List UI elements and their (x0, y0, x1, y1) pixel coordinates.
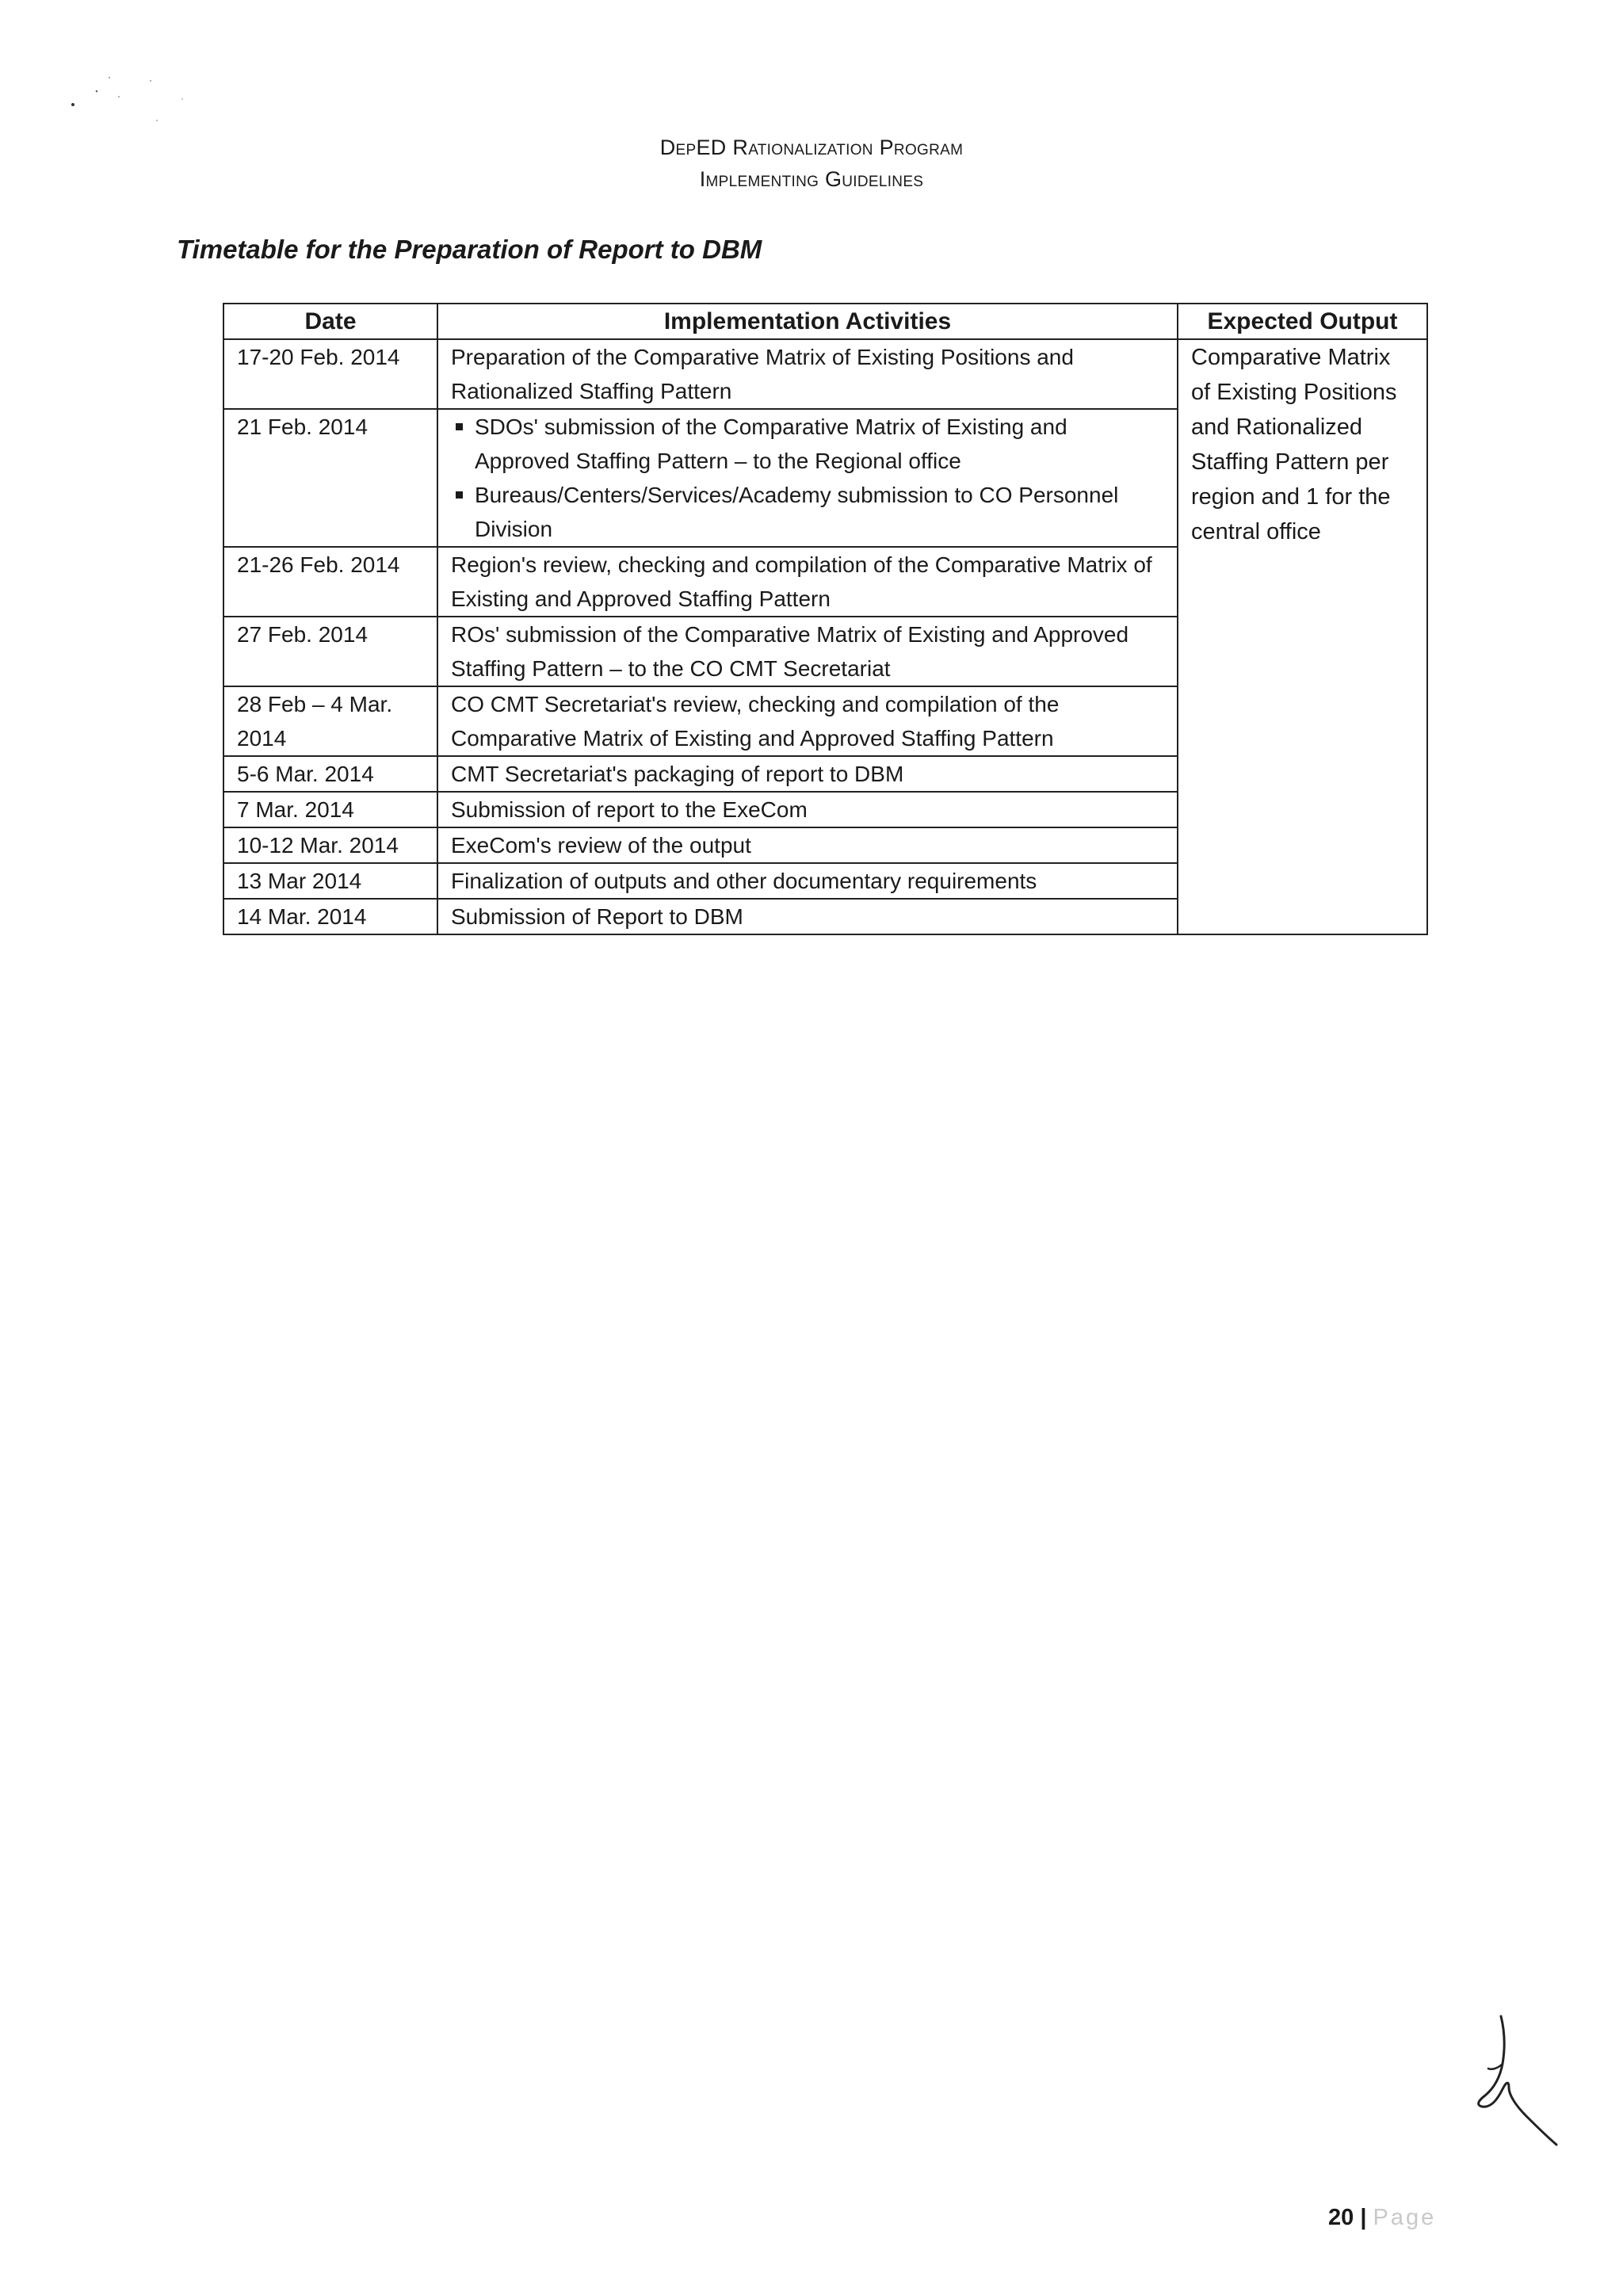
row-activity: Submission of Report to DBM (437, 899, 1178, 934)
row-activity: ROs' submission of the Comparative Matrix of Existing and Approved Staffing Pattern – to the CO CMT Secretariat (437, 617, 1178, 686)
row-date: 27 Feb. 2014 (223, 617, 437, 686)
row-date: 10-12 Mar. 2014 (223, 827, 437, 863)
handwritten-signature (1474, 2013, 1561, 2148)
activity-bullet: SDOs' submission of the Comparative Matrix of Existing and Approved Staffing Pattern – to the Regional office (451, 410, 1164, 478)
row-date: 13 Mar 2014 (223, 863, 437, 899)
timetable-title: Timetable for the Preparation of Report to DBM (177, 235, 762, 264)
row-activity: Region's review, checking and compilation of the Comparative Matrix of Existing and Approved Staffing Pattern (437, 547, 1178, 617)
document-header (0, 132, 1623, 195)
row-date: 17-20 Feb. 2014 (223, 339, 437, 409)
expected-output-cell: Comparative Matrix of Existing Positions and Rationalized Staffing Pattern per region and 1 for the central office (1178, 339, 1427, 934)
activity-bullet: Bureaus/Centers/Services/Academy submission to CO Personnel Division (451, 478, 1164, 546)
header-program-title: DepED Rationalization Program (659, 136, 964, 159)
row-activity: CO CMT Secretariat's review, checking and compilation of the Comparative Matrix of Existing and Approved Staffing Pattern (437, 686, 1178, 756)
row-activity: ExeCom's review of the output (437, 827, 1178, 863)
row-activity: Preparation of the Comparative Matrix of Existing Positions and Rationalized Staffing Pattern (437, 339, 1178, 409)
timetable-table (223, 303, 1428, 935)
page-number: 20 | (1328, 2205, 1367, 2230)
row-date: 21 Feb. 2014 (223, 409, 437, 547)
row-date: 7 Mar. 2014 (223, 792, 437, 827)
table-row (223, 339, 1427, 409)
row-activity: CMT Secretariat's packaging of report to DBM (437, 756, 1178, 792)
column-header-expected-output: Expected Output (1178, 304, 1427, 339)
row-date: 28 Feb – 4 Mar. 2014 (223, 686, 437, 756)
header-subtitle: Implementing Guidelines (699, 167, 924, 191)
row-activity: Submission of report to the ExeCom (437, 792, 1178, 827)
scan-specks (63, 63, 222, 143)
page-label: Page (1373, 2205, 1437, 2230)
row-activity (437, 409, 1178, 547)
column-header-activities: Implementation Activities (437, 304, 1178, 339)
row-date: 14 Mar. 2014 (223, 899, 437, 934)
row-activity: Finalization of outputs and other documentary requirements (437, 863, 1178, 899)
page-footer (1328, 2205, 1436, 2231)
row-date: 21-26 Feb. 2014 (223, 547, 437, 617)
activity-bullet-list (451, 410, 1164, 546)
column-header-date: Date (223, 304, 437, 339)
row-date: 5-6 Mar. 2014 (223, 756, 437, 792)
table-header-row (223, 304, 1427, 339)
